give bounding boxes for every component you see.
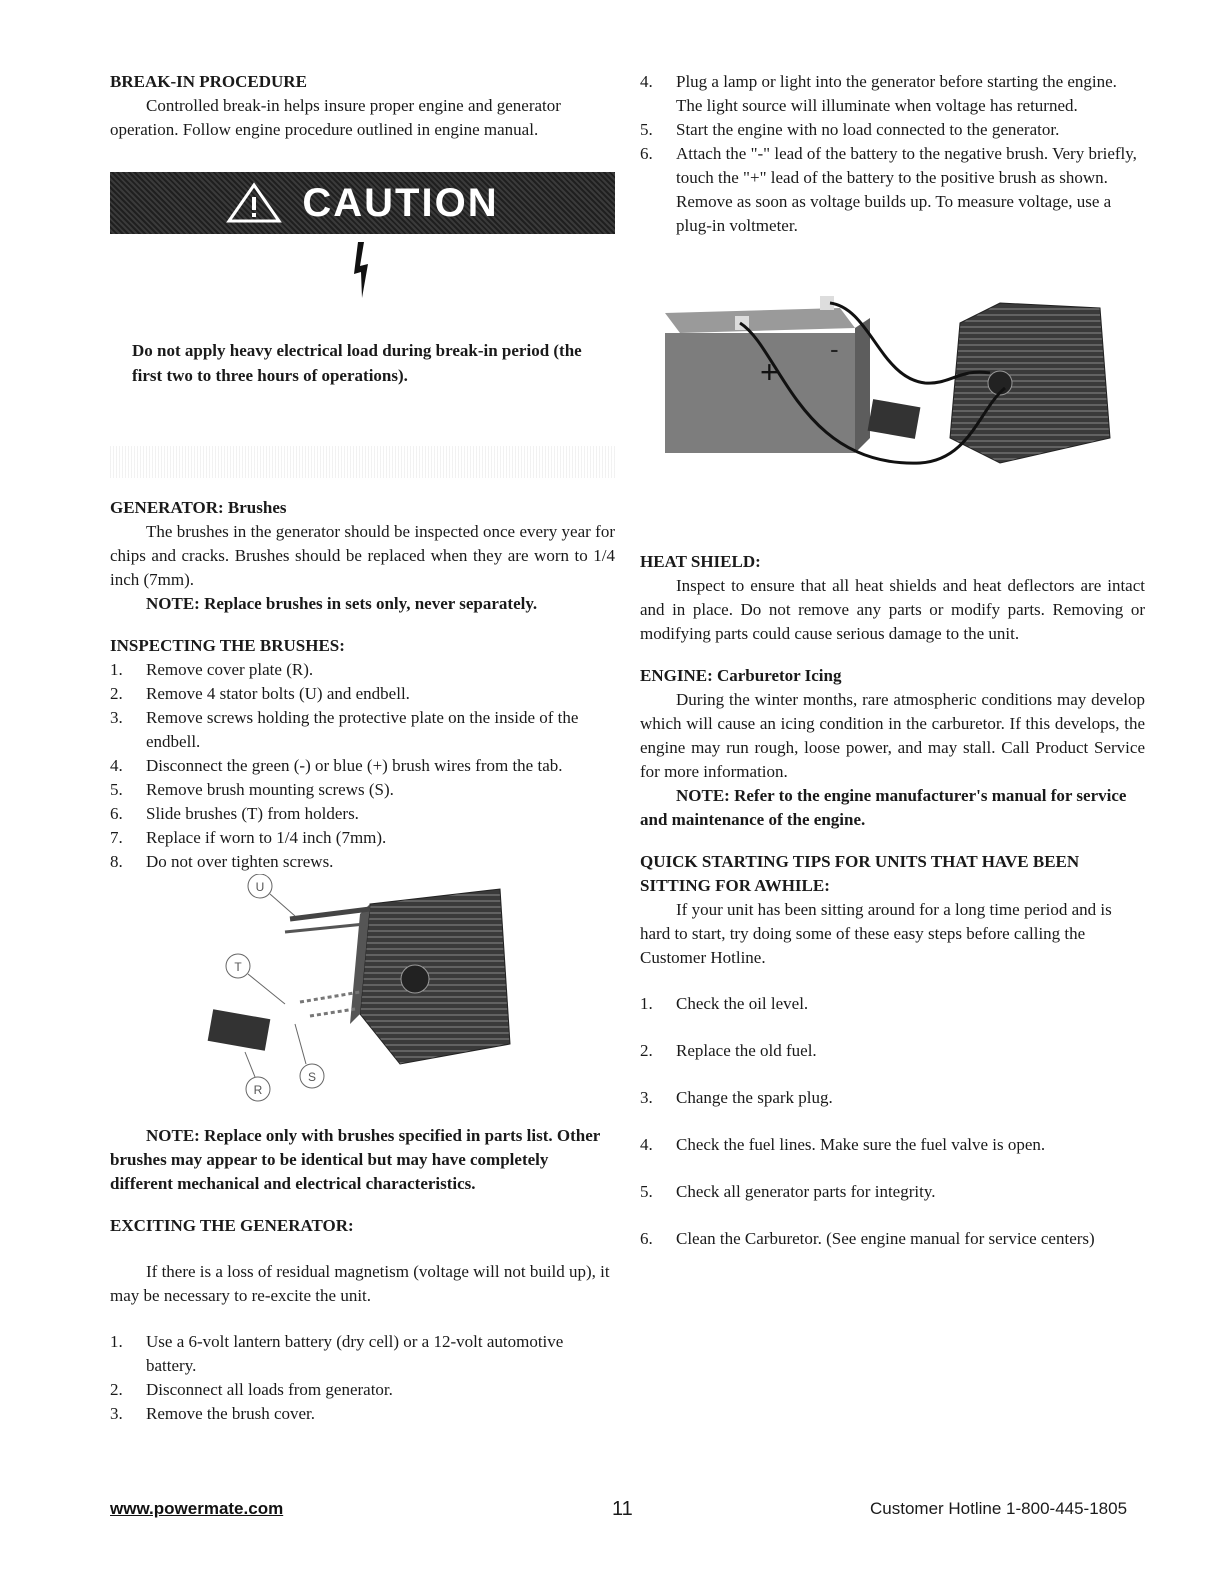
list-item: 5. Remove brush mounting screws (S). [110,780,394,799]
list-item: 3. Change the spark plug. [640,1088,833,1107]
faded-banner [110,446,615,478]
exciting-steps-continued [640,70,1145,238]
engine-title: ENGINE: Carburetor Icing [640,666,842,685]
quick-text: If your unit has been sitting around for a long time period and is hard to start, try doing some of these easy steps before calling the Customer Hotline. [640,900,1112,967]
exciting-steps [110,1330,615,1426]
caution-label: CAUTION [302,181,499,225]
battery-plus-label: + [760,354,779,390]
list-item: 6. Attach the "-" lead of the battery to the negative brush. Very briefly, touch the "+" lead of the battery to the positive brush as shown. Remove as soon as voltage builds up. To measure voltage, use a plug-in voltmeter. [640,144,1137,235]
left-column [110,70,615,1426]
brushes-note: NOTE: Replace brushes in sets only, never separately. [146,594,538,613]
warning-triangle-icon [226,182,282,224]
list-item: 5. Check all generator parts for integrity. [640,1182,936,1201]
battery-minus-label: - [830,334,839,364]
fig-label-s: S [307,1070,317,1084]
website-link[interactable]: www.powermate.com [110,1499,284,1518]
inspecting-title: INSPECTING THE BRUSHES: [110,636,345,655]
breakin-title: BREAK-IN PROCEDURE [110,72,307,91]
fig-label-u: U [255,880,265,894]
heat-title: HEAT SHIELD: [640,552,761,571]
engine-text: During the winter months, rare atmospheric conditions may develop which will cause an icing condition in the carburetor. If this develops, the engine may run rough, loose power, and may stall. Call Product Service for more information. [640,690,1145,781]
fig-label-r: R [253,1083,263,1097]
list-item: 2. Remove 4 stator bolts (U) and endbell. [110,684,410,703]
caution-text: Do not apply heavy electrical load during break-in period (the first two to three hours of operations). [132,341,582,385]
list-item: 8. Do not over tighten screws. [110,852,334,871]
parts-note: NOTE: Replace only with brushes specified in parts list. Other brushes may appear to be identical but may have completely different mechanical and electrical characteristics. [110,1126,600,1193]
engine-note: NOTE: Refer to the engine manufacturer's manual for service and maintenance of the engine. [640,786,1127,829]
list-item: 6. Slide brushes (T) from holders. [110,804,359,823]
heat-text: Inspect to ensure that all heat shields and heat deflectors are intact and in place. Do not remove any parts or modify parts. Removing or modifying parts could cause serious damage to the unit. [640,576,1145,643]
exciting-text: If there is a loss of residual magnetism (voltage will not build up), it may be necessary to re-excite the unit. [110,1262,610,1305]
list-item: 5. Start the engine with no load connected to the generator. [640,120,1060,139]
brushes-title: GENERATOR: Brushes [110,498,287,517]
quick-steps [640,992,1145,1251]
quick-title: QUICK STARTING TIPS FOR UNITS THAT HAVE BEEN SITTING FOR AWHILE: [640,852,1080,895]
breakin-text: Controlled break-in helps insure proper engine and generator operation. Follow engine procedure outlined in engine manual. [110,96,561,139]
list-item: 2. Disconnect all loads from generator. [110,1380,393,1399]
list-item: 1. Check the oil level. [640,994,809,1013]
list-item: 1. Remove cover plate (R). [110,660,314,679]
list-item: 4. Disconnect the green (-) or blue (+) brush wires from the tab. [110,756,563,775]
fig-label-t: T [234,960,242,974]
list-item: 4. Check the fuel lines. Make sure the fuel valve is open. [640,1135,1046,1154]
battery-excitation-figure [640,288,1145,488]
list-item: 7. Replace if worn to 1/4 inch (7mm). [110,828,387,847]
caution-banner [110,172,615,234]
right-column [640,70,1145,1274]
exciting-title: EXCITING THE GENERATOR: [110,1216,354,1235]
brush-assembly-figure [110,874,615,1124]
electric-bolt-icon [110,240,615,300]
list-item: 2. Replace the old fuel. [640,1041,817,1060]
list-item: 3. Remove screws holding the protective plate on the inside of the endbell. [110,708,579,751]
page-number: 11 [612,1498,633,1520]
list-item: 6. Clean the Carburetor. (See engine manual for service centers) [640,1229,1095,1248]
list-item: 3. Remove the brush cover. [110,1404,316,1423]
hotline: Customer Hotline 1-800-445-1805 [870,1499,1128,1518]
list-item: 1. Use a 6-volt lantern battery (dry cell) or a 12-volt automotive battery. [110,1332,564,1375]
inspecting-steps [110,658,615,874]
brushes-text: The brushes in the generator should be inspected once every year for chips and cracks. Brushes should be replaced when they are worn to 1/4 inch (7mm). [110,522,615,589]
list-item: 4. Plug a lamp or light into the generator before starting the engine. The light source will illuminate when voltage has returned. [640,72,1117,115]
